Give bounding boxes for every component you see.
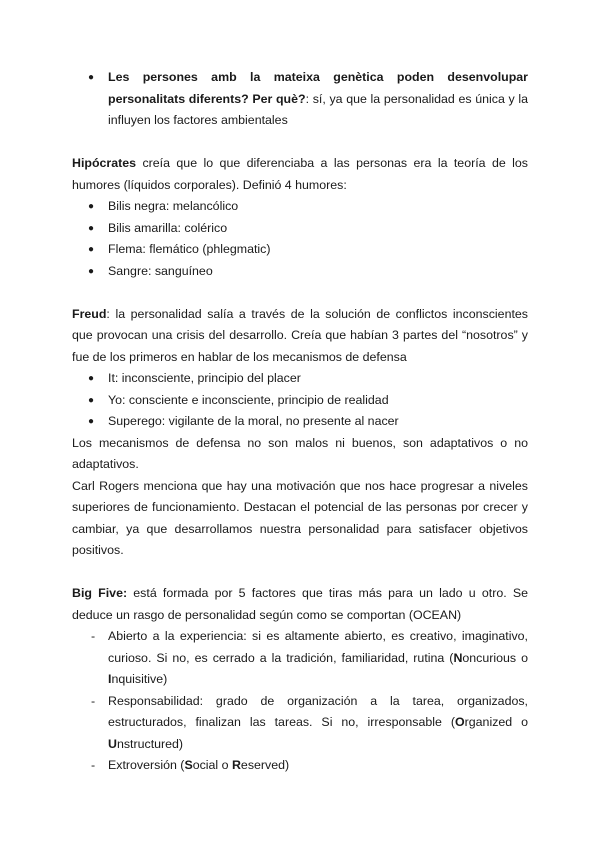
list-item: ● Flema: flemático (phlegmatic) bbox=[72, 239, 528, 261]
document-page bbox=[72, 67, 528, 777]
dash-marker-icon: - bbox=[91, 629, 96, 643]
list-item: ● Sangre: sanguíneo bbox=[72, 261, 528, 283]
dash-marker-icon: - bbox=[91, 693, 96, 708]
question-answer: : sí, ya que la personalidad es única y la influyen los factores ambientales bbox=[108, 91, 528, 127]
dash-marker-icon: - bbox=[91, 758, 96, 772]
question-text: Les persones amb la mateixa genètica poden desenvolupar personalitats diferents? Per què? bbox=[108, 70, 528, 106]
hipocrates-name: Hipócrates bbox=[72, 156, 137, 170]
bullet-dot-icon: ● bbox=[88, 394, 95, 406]
list-item: - Responsabilidad: grado de organización a la tarea, organizados, estructurados, finalizan las tareas. Si no, irresponsable (Organized o Unstructured) bbox=[72, 691, 528, 756]
bullet-dot-icon: ● bbox=[88, 222, 95, 234]
list-item: ● Superego: vigilante de la moral, no presente al nacer bbox=[72, 411, 528, 433]
defense-mechanisms-paragraph: Los mecanismos de defensa no son malos ni buenos, son adaptativos o no adaptativos. bbox=[72, 435, 528, 471]
freud-paragraph: Freud: la personalidad salía a través de la solución de conflictos inconscientes que provocan una crisis del desarrollo. Creía que habían 3 partes del “nosotros” y fue de los primeros en hablar de los mecanismos de defensa bbox=[72, 306, 528, 364]
bullet-dot-icon: ● bbox=[88, 416, 95, 427]
bullet-dot-icon: ● bbox=[88, 373, 95, 384]
hipocrates-paragraph: Hipócrates creía que lo que diferenciaba a las personas era la teoría de los humores (líquidos corporales). Definió 4 humores: bbox=[72, 156, 528, 192]
list-item: - Extroversión (Social o Reserved) bbox=[72, 755, 528, 777]
bullet-dot-icon: ● bbox=[88, 244, 95, 255]
freud-name: Freud bbox=[72, 306, 107, 321]
bullet-dot-icon: ● bbox=[88, 201, 95, 212]
list-item: ● Yo: consciente e inconsciente, principio de realidad bbox=[72, 390, 528, 412]
list-item: ● Bilis negra: melancólico bbox=[72, 196, 528, 218]
bigfive-paragraph: Big Five: está formada por 5 factores que tiras más para un lado u otro. Se deduce un rasgo de personalidad según como se comportan (OCEAN) bbox=[72, 586, 529, 622]
question-bullet bbox=[72, 67, 528, 132]
bullet-dot-icon: ● bbox=[88, 265, 95, 277]
carl-rogers-paragraph: Carl Rogers menciona que hay una motivación que nos hace progresar a niveles superiores de funcionamiento. Destacan el potencial de las personas por crecer y cambiar, ya que desarrollamos nuestra personalidad para satisfacer objetivos positivos. bbox=[72, 478, 528, 557]
list-item: ● Bilis amarilla: colérico bbox=[72, 218, 528, 240]
list-item: - Abierto a la experiencia: si es altamente abierto, es creativo, imaginativo, curioso. Si no, es cerrado a la tradición, familiaridad, rutina (Noncurious o Inquisitive) bbox=[72, 626, 528, 691]
bullet-dot-icon: ● bbox=[88, 72, 95, 83]
list-item: ● It: inconsciente, principio del placer bbox=[72, 368, 528, 390]
bigfive-name: Big Five: bbox=[72, 586, 128, 600]
